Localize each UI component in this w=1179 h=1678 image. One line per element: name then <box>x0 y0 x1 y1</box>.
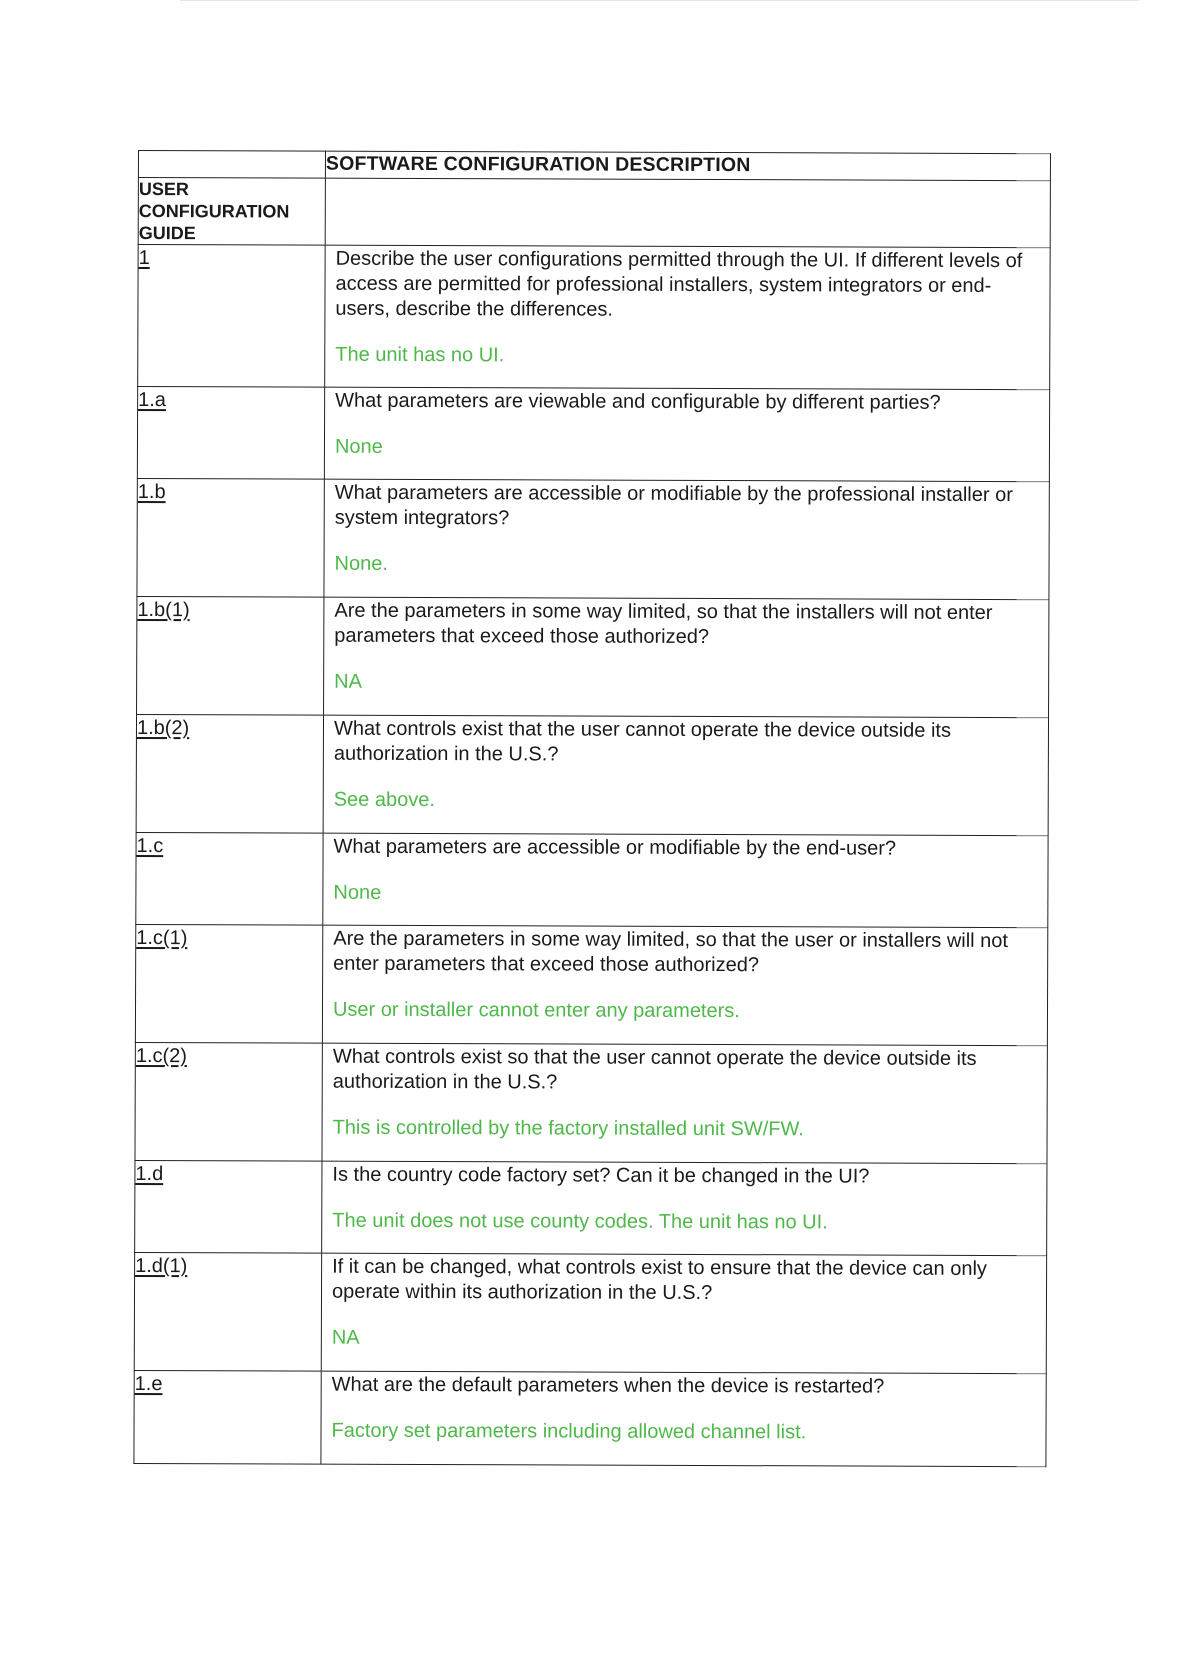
row-content <box>324 387 1049 482</box>
row-answer: This is controlled by the factory installed unit SW/FW. <box>332 1116 804 1141</box>
row-content <box>323 715 1048 836</box>
row-ref: 1.e <box>134 1370 321 1464</box>
software-configuration-table <box>133 150 1051 1467</box>
row-content <box>324 597 1049 718</box>
row-content <box>322 1161 1047 1256</box>
row-answer: User or installer cannot enter any parameters. <box>332 998 740 1023</box>
row-answer: See above. <box>333 788 435 812</box>
row-question: Describe the user configurations permitted through the UI. If different levels of access are permitted for professional installers, system integrators or end-users, describe the differences. <box>335 247 1023 321</box>
row-content <box>322 925 1047 1046</box>
row-question: What controls exist that the user cannot operate the device outside its authorization in the U.S.? <box>333 717 952 766</box>
row-question: What parameters are viewable and configurable by different parties? <box>335 389 941 414</box>
row-content <box>322 1043 1047 1164</box>
row-content <box>321 1371 1046 1467</box>
header-empty-cell <box>138 151 325 179</box>
table-row <box>135 924 1047 1045</box>
row-answer: None <box>334 435 383 458</box>
row-answer: The unit does not use county codes. The unit has no UI. <box>332 1209 828 1234</box>
table-row <box>135 1042 1047 1163</box>
table-row <box>138 245 1050 390</box>
row-answer: None. <box>334 552 388 575</box>
subheader-empty-cell <box>325 178 1050 248</box>
row-question: If it can be changed, what controls exist to ensure that the device can only operate within its authorization in the U.S.? <box>331 1255 987 1305</box>
row-answer: None <box>333 881 382 904</box>
table-row <box>137 478 1049 599</box>
user-configuration-guide-header: USER CONFIGURATION GUIDE <box>138 178 325 246</box>
row-question: Is the country code factory set? Can it be changed in the UI? <box>332 1163 870 1188</box>
table-title: SOFTWARE CONFIGURATION DESCRIPTION <box>325 151 1050 181</box>
subheader-row <box>138 178 1050 248</box>
row-ref: 1 <box>138 245 325 388</box>
row-ref: 1.b <box>137 478 324 597</box>
page-edge <box>180 0 1139 1</box>
row-ref: 1.b(1) <box>137 596 324 715</box>
row-question: What parameters are accessible or modifiable by the end-user? <box>333 835 897 860</box>
row-content <box>325 245 1050 390</box>
table-row <box>134 1252 1046 1373</box>
row-question: Are the parameters in some way limited, so that the installers will not enter parameters that exceed those authorized? <box>334 599 993 648</box>
row-answer: NA <box>331 1326 360 1349</box>
row-ref: 1.b(2) <box>136 714 323 833</box>
row-answer: The unit has no UI. <box>335 343 505 367</box>
row-answer: NA <box>334 670 362 693</box>
table-row <box>136 714 1048 835</box>
table-row <box>136 832 1048 927</box>
header-row <box>138 151 1050 181</box>
row-ref: 1.a <box>137 387 324 480</box>
table-row <box>134 1370 1046 1466</box>
row-content <box>321 1253 1046 1374</box>
row-content <box>323 833 1048 928</box>
table-row <box>135 1160 1047 1255</box>
table-row <box>137 596 1049 717</box>
row-question: What are the default parameters when the device is restarted? <box>331 1373 885 1398</box>
row-ref: 1.c(1) <box>135 924 322 1043</box>
row-ref: 1.d <box>135 1160 322 1253</box>
row-question: What parameters are accessible or modifiable by the professional installer or system integrators? <box>334 481 1013 530</box>
row-ref: 1.d(1) <box>134 1252 321 1371</box>
row-answer: Factory set parameters including allowed channel list. <box>331 1419 807 1444</box>
row-ref: 1.c(2) <box>135 1042 322 1161</box>
row-question: Are the parameters in some way limited, so that the user or installers will not enter parameters that exceed those authorized? <box>333 927 1009 977</box>
row-content <box>324 479 1049 600</box>
table-row <box>137 387 1049 482</box>
row-ref: 1.c <box>136 832 323 925</box>
row-question: What controls exist so that the user cannot operate the device outside its authorization in the U.S.? <box>332 1045 977 1094</box>
